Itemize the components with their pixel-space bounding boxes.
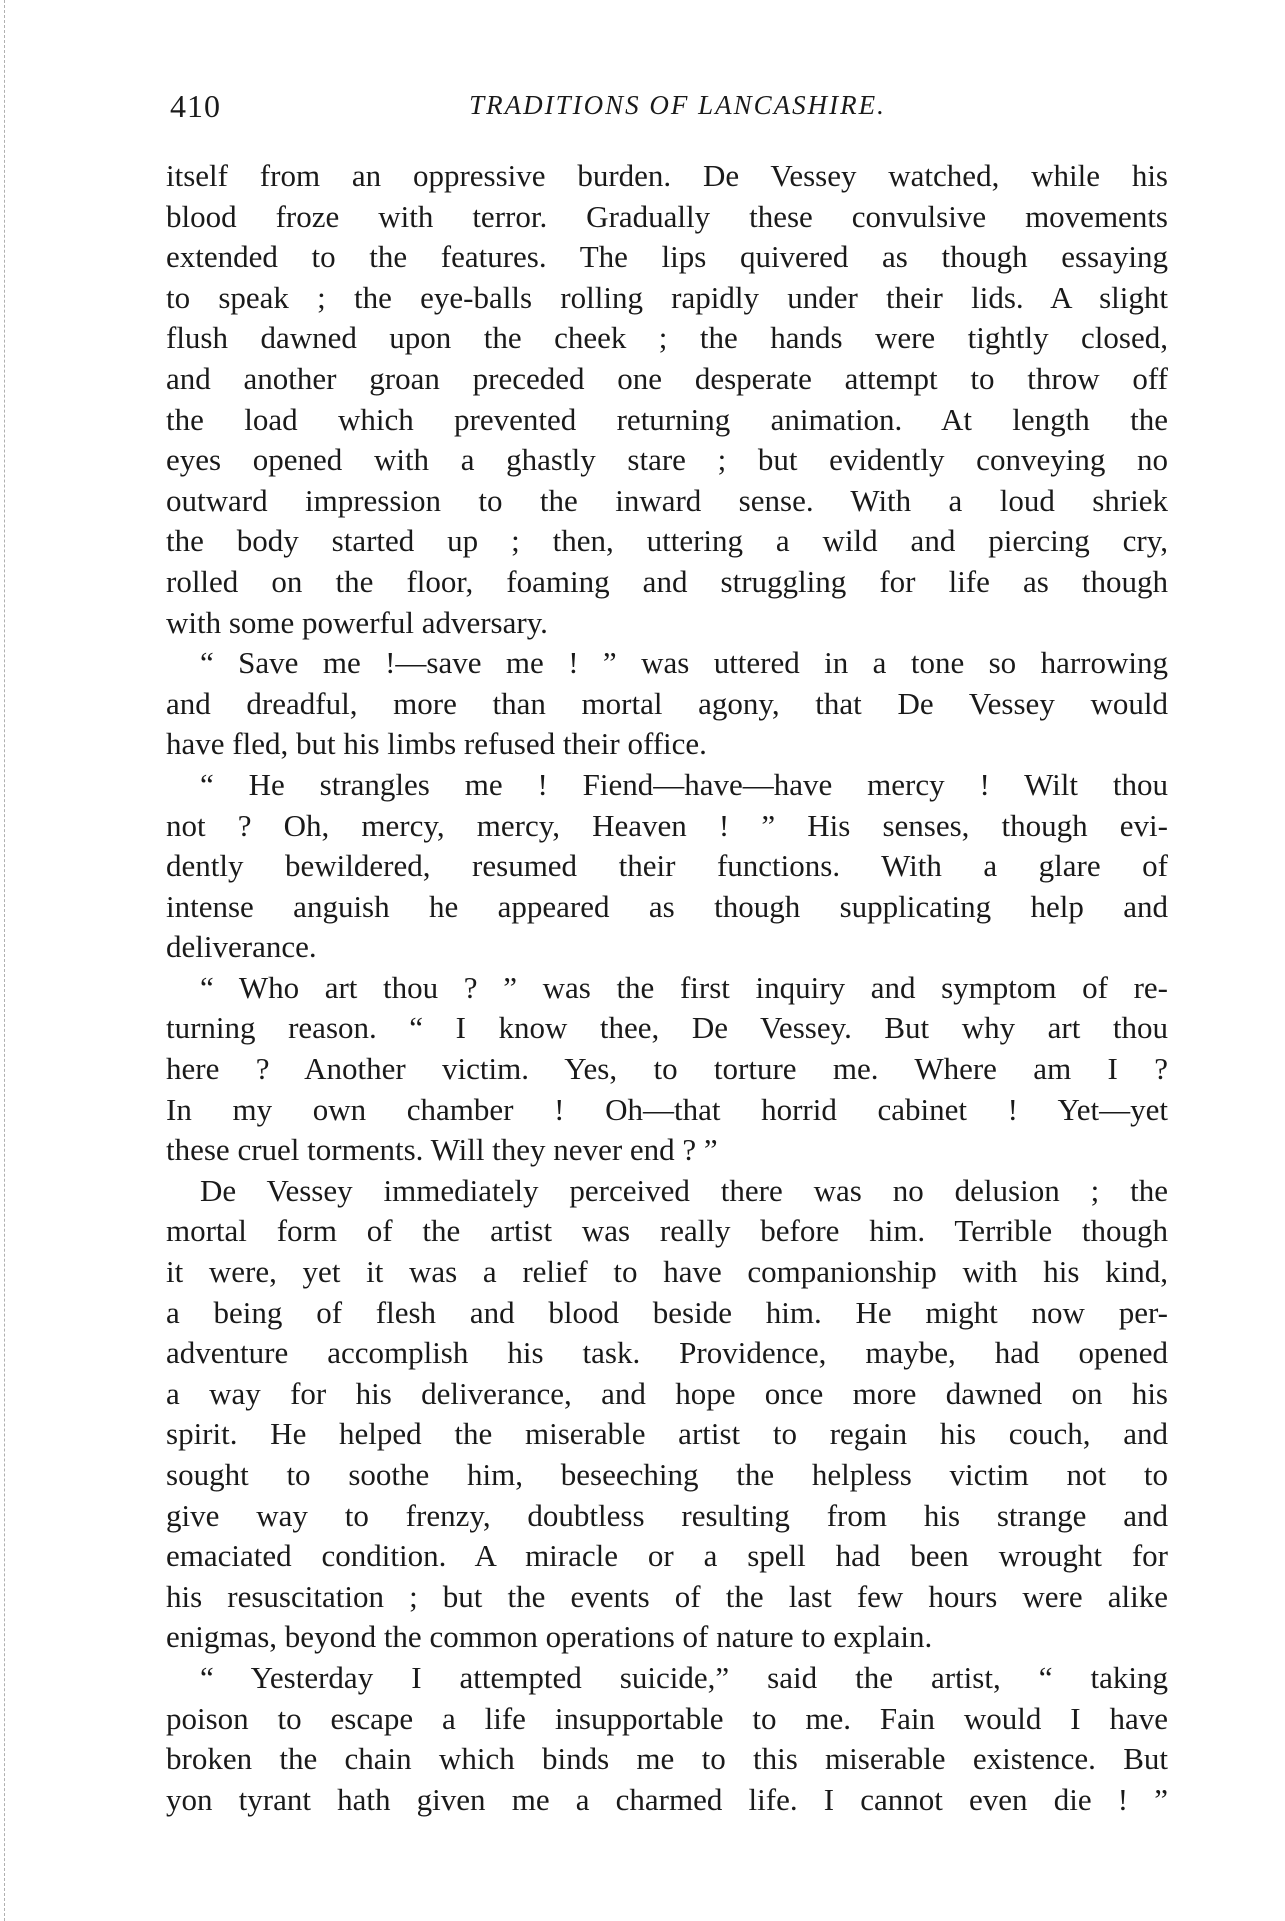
text-line: itself from an oppressive burden. De Vessey watched, while his bbox=[166, 158, 1168, 193]
paragraph bbox=[166, 968, 1168, 1171]
text-line: these cruel torments. Will they never end ? ” bbox=[166, 1132, 718, 1168]
text-line: it were, yet it was a relief to have companionship with his kind, bbox=[166, 1254, 1168, 1290]
text-line: give way to frenzy, doubtless resulting from his strange and bbox=[166, 1497, 1168, 1533]
text-line: to speak ; the eye-balls rolling rapidly under their lids. A slight bbox=[166, 279, 1168, 315]
text-line: “ He strangles me ! Fiend—have—have mercy ! Wilt thou bbox=[200, 766, 1168, 802]
text-line: “ Yesterday I attempted suicide,” said the artist, “ taking bbox=[200, 1659, 1168, 1695]
text-line: dently bewildered, resumed their functions. With a glare of bbox=[166, 848, 1168, 884]
text-line: blood froze with terror. Gradually these convulsive movements bbox=[166, 198, 1168, 234]
text-line: flush dawned upon the cheek ; the hands were tightly closed, bbox=[166, 320, 1168, 356]
text-line: have fled, but his limbs refused their office. bbox=[166, 726, 707, 762]
text-line: In my own chamber ! Oh—that horrid cabinet ! Yet—yet bbox=[166, 1091, 1168, 1127]
text-line: his resuscitation ; but the events of the last few hours were alike bbox=[166, 1578, 1168, 1614]
text-line: with some powerful adversary. bbox=[166, 604, 548, 640]
text-line: the body started up ; then, uttering a wild and piercing cry, bbox=[166, 523, 1168, 559]
text-line: yon tyrant hath given me a charmed life. I cannot even die ! ” bbox=[166, 1781, 1168, 1817]
text-line: here ? Another victim. Yes, to torture me. Where am I ? bbox=[166, 1051, 1168, 1087]
page-number: 410 bbox=[170, 88, 221, 124]
text-line: adventure accomplish his task. Providence, maybe, had opened bbox=[166, 1335, 1168, 1371]
paragraph bbox=[166, 1658, 1168, 1820]
paragraph bbox=[166, 156, 1168, 643]
text-line: a being of flesh and blood beside him. He might now per- bbox=[166, 1294, 1168, 1330]
text-line: and dreadful, more than mortal agony, that De Vessey would bbox=[166, 685, 1168, 721]
text-line: spirit. He helped the miserable artist to regain his couch, and bbox=[166, 1416, 1168, 1452]
paragraph bbox=[166, 765, 1168, 968]
text-line: and another groan preceded one desperate attempt to throw off bbox=[166, 360, 1168, 396]
page-edge-line bbox=[4, 0, 5, 1921]
text-line: intense anguish he appeared as though supplicating help and bbox=[166, 888, 1168, 924]
text-line: “ Who art thou ? ” was the first inquiry and symptom of re- bbox=[200, 969, 1168, 1005]
paragraph bbox=[166, 643, 1168, 765]
text-line: rolled on the floor, foaming and struggling for life as though bbox=[166, 563, 1168, 599]
text-line: deliverance. bbox=[166, 929, 317, 965]
text-line: broken the chain which binds me to this miserable existence. But bbox=[166, 1741, 1168, 1777]
running-title: TRADITIONS OF LANCASHIRE. bbox=[469, 90, 886, 120]
text-line: poison to escape a life insupportable to me. Fain would I have bbox=[166, 1700, 1168, 1736]
text-line: the load which prevented returning animation. At length the bbox=[166, 401, 1168, 437]
text-line: enigmas, beyond the common operations of nature to explain. bbox=[166, 1619, 933, 1655]
text-line: eyes opened with a ghastly stare ; but evidently conveying no bbox=[166, 442, 1168, 478]
text-line: outward impression to the inward sense. With a loud shriek bbox=[166, 482, 1168, 518]
text-line: De Vessey immediately perceived there was no delusion ; the bbox=[200, 1172, 1168, 1208]
text-line: sought to soothe him, beseeching the helpless victim not to bbox=[166, 1457, 1168, 1492]
text-line: “ Save me !—save me ! ” was uttered in a tone so harrowing bbox=[200, 645, 1168, 681]
text-line: not ? Oh, mercy, mercy, Heaven ! ” His senses, though evi- bbox=[166, 807, 1168, 843]
text-line: a way for his deliverance, and hope once more dawned on his bbox=[166, 1375, 1168, 1411]
text-line: emaciated condition. A miracle or a spell had been wrought for bbox=[166, 1538, 1168, 1574]
text-line: mortal form of the artist was really before him. Terrible though bbox=[166, 1213, 1168, 1249]
body-text bbox=[166, 156, 1168, 1820]
text-line: turning reason. “ I know thee, De Vessey. But why art thou bbox=[166, 1010, 1168, 1046]
text-line: extended to the features. The lips quivered as though essaying bbox=[166, 239, 1168, 275]
paragraph bbox=[166, 1171, 1168, 1658]
page-header bbox=[170, 88, 1165, 128]
